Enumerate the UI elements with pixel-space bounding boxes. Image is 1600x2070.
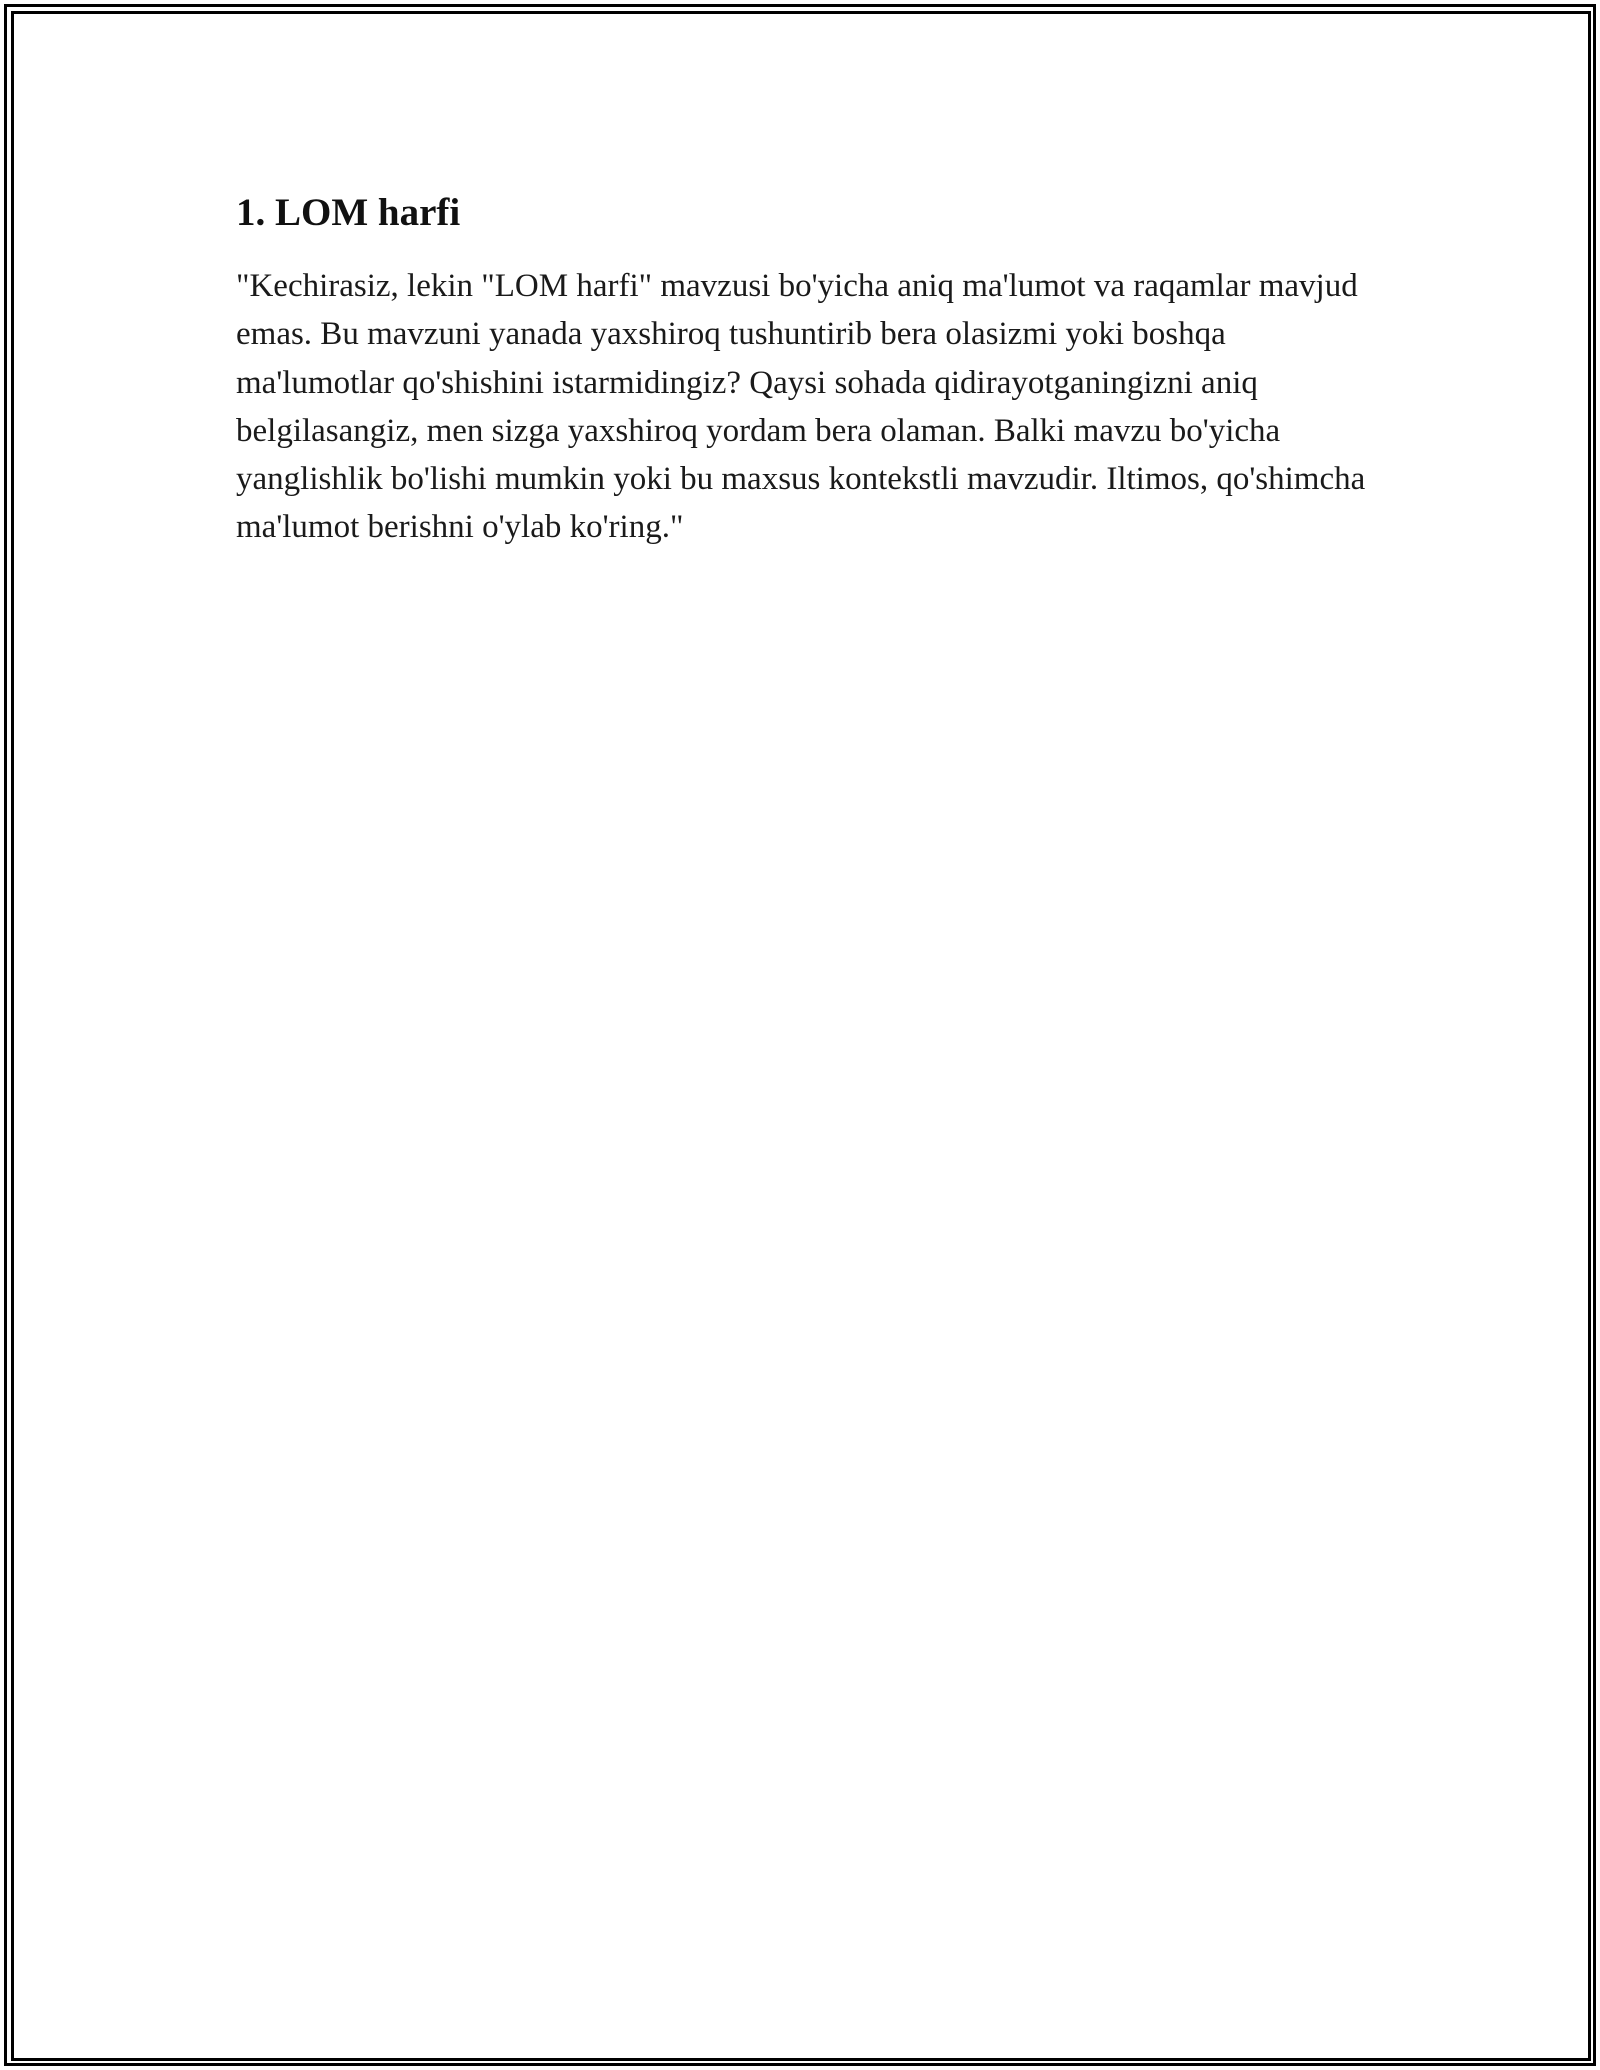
section-heading: 1. LOM harfi <box>236 191 461 234</box>
section-paragraph: "Kechirasiz, lekin "LOM harfi" mavzusi bo'yicha aniq ma'lumot va raqamlar mavjud emas. Bu mavzuni yanada yaxshiroq tushuntirib bera olasizmi yoki boshqa ma'lumotlar qo'shishini istarmidingiz? Qaysi sohada qidirayotganingizni aniq belgilasangiz, men sizga yaxshiroq yordam bera olaman. Balki mavzu bo'yicha yanglishlik bo'lishi mumkin yoki bu maxsus kontekstli mavzudir. Iltimos, qo'shimcha ma'lumot berishni o'ylab ko'ring." <box>236 268 1366 546</box>
document-content <box>236 186 1386 552</box>
